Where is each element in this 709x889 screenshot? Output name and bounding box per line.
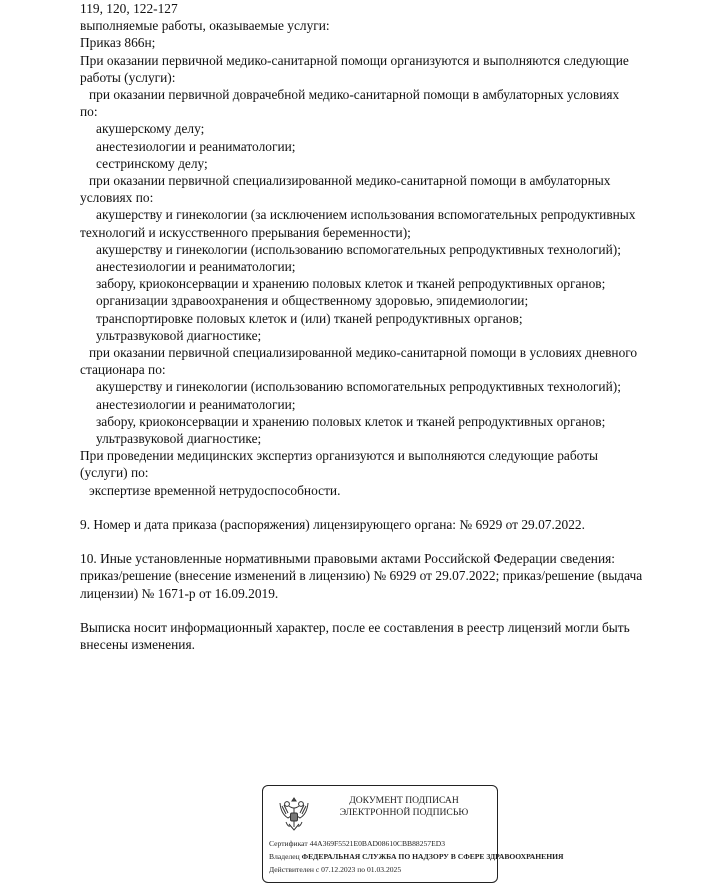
doc-line: акушерству и гинекологии (использованию вспомогательных репродуктивных технологий); [96,379,621,395]
item-10-line: 10. Иные установленные нормативными правовыми актами Российской Федерации сведения: [80,551,615,567]
certificate-label: Сертификат [269,839,308,848]
item-10-line: приказ/решение (внесение изменений в лицензию) № 6929 от 29.07.2022; приказ/решение (выдача [80,568,643,584]
certificate-value: 44A369F5521E0BAD08610CBB88257ED3 [309,839,446,848]
doc-line: анестезиологии и реаниматологии; [96,138,296,154]
doc-line: при оказании первичной специализированной медико-санитарной помощи в амбулаторных [89,173,611,189]
doc-line: ультразвуковой диагностике; [96,327,262,343]
doc-line: технологий и искусственного прерывания беременности); [80,224,411,240]
doc-line: акушерскому делу; [96,121,205,137]
certificate-line [269,839,445,849]
stamp-title-line: ЭЛЕКТРОННОЙ ПОДПИСЬЮ [339,807,469,818]
stamp-title-line: ДОКУМЕНТ ПОДПИСАН [349,795,459,806]
doc-line: Приказ 866н; [80,35,156,51]
doc-line: анестезиологии и реаниматологии; [96,259,296,275]
note-line: внесены изменения. [80,636,195,652]
validity-line: Действителен с 07.12.2023 по 01.03.2025 [269,865,402,874]
note-line: Выписка носит информационный характер, после ее составления в реестр лицензий могли быть [80,619,630,635]
doc-line: экспертизе временной нетрудоспособности. [89,482,341,498]
doc-line: ультразвуковой диагностике; [96,431,262,447]
doc-line: При проведении медицинских экспертиз организуются и выполняются следующие работы [80,448,599,464]
item-10-line: лицензии) № 1671-р от 16.09.2019. [80,585,279,601]
doc-line: организации здравоохранения и общественному здоровью, эпидемиологии; [96,293,529,309]
doc-line: выполняемые работы, оказываемые услуги: [80,18,330,34]
coat-of-arms-icon [277,794,311,834]
document-body [80,0,680,653]
item-9-order: 9. Номер и дата приказа (распоряжения) лицензирующего органа: № 6929 от 29.07.2022. [80,516,585,532]
owner-line [269,852,564,862]
doc-line: забору, криоконсервации и хранению половых клеток и тканей репродуктивных органов; [96,413,606,429]
doc-line: работы (услуги): [80,69,176,85]
stamp-title [319,795,489,819]
doc-line: акушерству и гинекологии (за исключением использования вспомогательных репродуктивных [96,207,636,223]
doc-line: транспортировке половых клеток и (или) тканей репродуктивных органов; [96,310,523,326]
doc-line: 119, 120, 122-127 [80,1,178,16]
doc-line: условиях по: [80,190,154,206]
doc-line: забору, криоконсервации и хранению половых клеток и тканей репродуктивных органов; [96,276,606,292]
doc-line: при оказании первичной специализированной медико-санитарной помощи в условиях дневного [89,345,638,361]
electronic-signature-stamp [262,785,564,883]
doc-line: акушерству и гинекологии (использованию вспомогательных репродуктивных технологий); [96,241,621,257]
owner-label: Владелец [269,852,300,861]
doc-line: при оказании первичной доврачебной медико-санитарной помощи в амбулаторных условиях [89,87,620,103]
owner-value: ФЕДЕРАЛЬНАЯ СЛУЖБА ПО НАДЗОРУ В СФЕРЕ ЗДРАВООХРАНЕНИЯ [301,852,564,861]
doc-line: анестезиологии и реаниматологии; [96,396,296,412]
doc-line: (услуги) по: [80,465,149,481]
doc-line: При оказании первичной медико-санитарной помощи организуются и выполняются следующие [80,52,629,68]
doc-line: стационара по: [80,362,166,378]
doc-line: сестринскому делу; [96,155,208,171]
doc-line: по: [80,104,98,120]
